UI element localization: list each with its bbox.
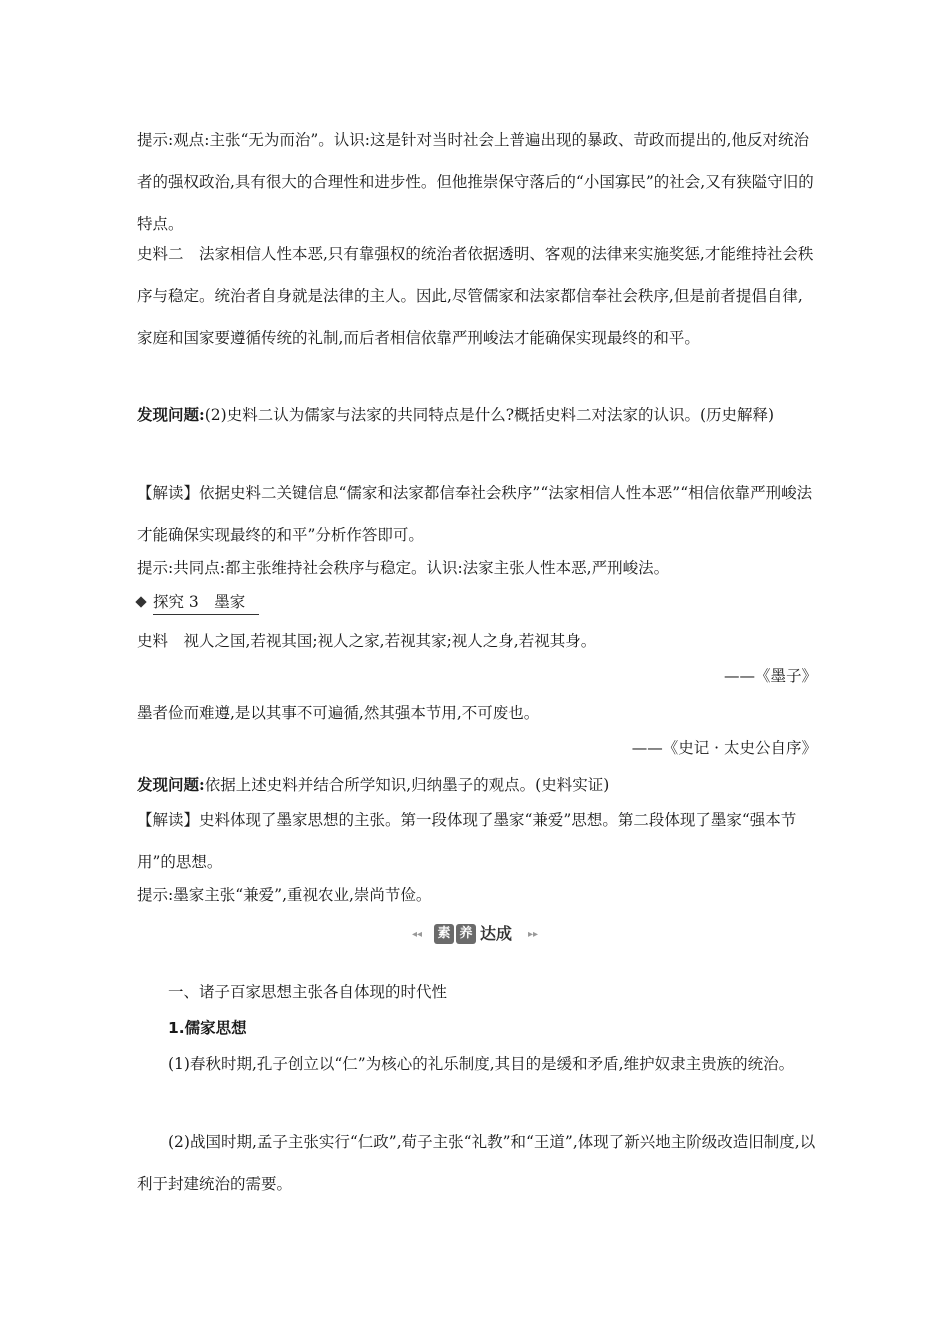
diamond-icon (135, 596, 146, 607)
interpret-paragraph-2: 【解读】依据史料二关键信息“儒家和法家都信奉社会秩序”“法家相信人性本恶”“相信依靠严刑峻法才能确保实现最终的和平”分析作答即可。 (137, 484, 813, 544)
heading-2: 1.儒家思想 (168, 1019, 247, 1037)
source-paragraph-3: 史料 视人之国,若视其国;视人之家,若视其家;视人之身,若视其身。 (137, 632, 597, 650)
banner-box-2: 养 (456, 924, 476, 944)
citation-mozi: ——《墨子》 (723, 667, 817, 685)
question-label: 发现问题: (137, 405, 205, 424)
source-paragraph-3b: 墨者俭而难遵,是以其事不可遍循,然其强本节用,不可废也。 (137, 704, 540, 722)
hint-paragraph-3: 提示:墨家主张“兼爱”,重视农业,崇尚节俭。 (137, 886, 432, 904)
item-2: (2)战国时期,孟子主张实行“仁政”,荀子主张“礼教”和“王道”,体现了新兴地主阶级改造旧制度,以利于封建统治的需要。 (137, 1133, 816, 1193)
banner-text: 达成 (480, 924, 513, 943)
section-heading-3 (137, 590, 259, 615)
right-arrow-icon: ▸▸ (527, 929, 538, 940)
source-paragraph-2: 史料二 法家相信人性本恶,只有靠强权的统治者依据透明、客观的法律来实施奖惩,才能维持社会秩序与稳定。统治者自身就是法律的主人。因此,尽管儒家和法家都信奉社会秩序,但是前者提倡自律,家庭和国家要遵循传统的礼制,而后者相信依靠严刑峻法才能确保实现最终的和平。 (137, 245, 814, 347)
hint-paragraph-2: 提示:共同点:都主张维持社会秩序与稳定。认识:法家主张人性本恶,严刑峻法。 (137, 559, 670, 577)
left-arrow-icon: ◂◂ (412, 929, 423, 940)
interpret-paragraph-3: 【解读】史料体现了墨家思想的主张。第一段体现了墨家“兼爱”思想。第二段体现了墨家“强本节用”的思想。 (137, 811, 797, 871)
question-text: 依据上述史料并结合所学知识,归纳墨子的观点。(史料实证) (204, 776, 610, 794)
section-label: 探究 3 墨家 (153, 590, 259, 615)
question-text: (2)史料二认为儒家与法家的共同特点是什么?概括史料二对法家的认识。(历史解释) (204, 406, 775, 424)
banner-box-1: 素 (434, 924, 454, 944)
citation-shiji: ——《史记 · 太史公自序》 (631, 739, 817, 757)
heading-1: 一、诸子百家思想主张各自体现的时代性 (168, 983, 448, 1001)
question-label: 发现问题: (137, 775, 205, 794)
section-banner (412, 923, 538, 945)
question-paragraph-2 (137, 394, 817, 436)
item-1: (1)春秋时期,孔子创立以“仁”为核心的礼乐制度,其目的是缓和矛盾,维护奴隶主贵族的统治。 (168, 1055, 795, 1073)
hint-paragraph-1: 提示:观点:主张“无为而治”。认识:这是针对当时社会上普遍出现的暴政、苛政而提出的,他反对统治者的强权政治,具有很大的合理性和进步性。但他推崇保守落后的“小国寡民”的社会,又有狭隘守旧的特点。 (137, 131, 814, 233)
